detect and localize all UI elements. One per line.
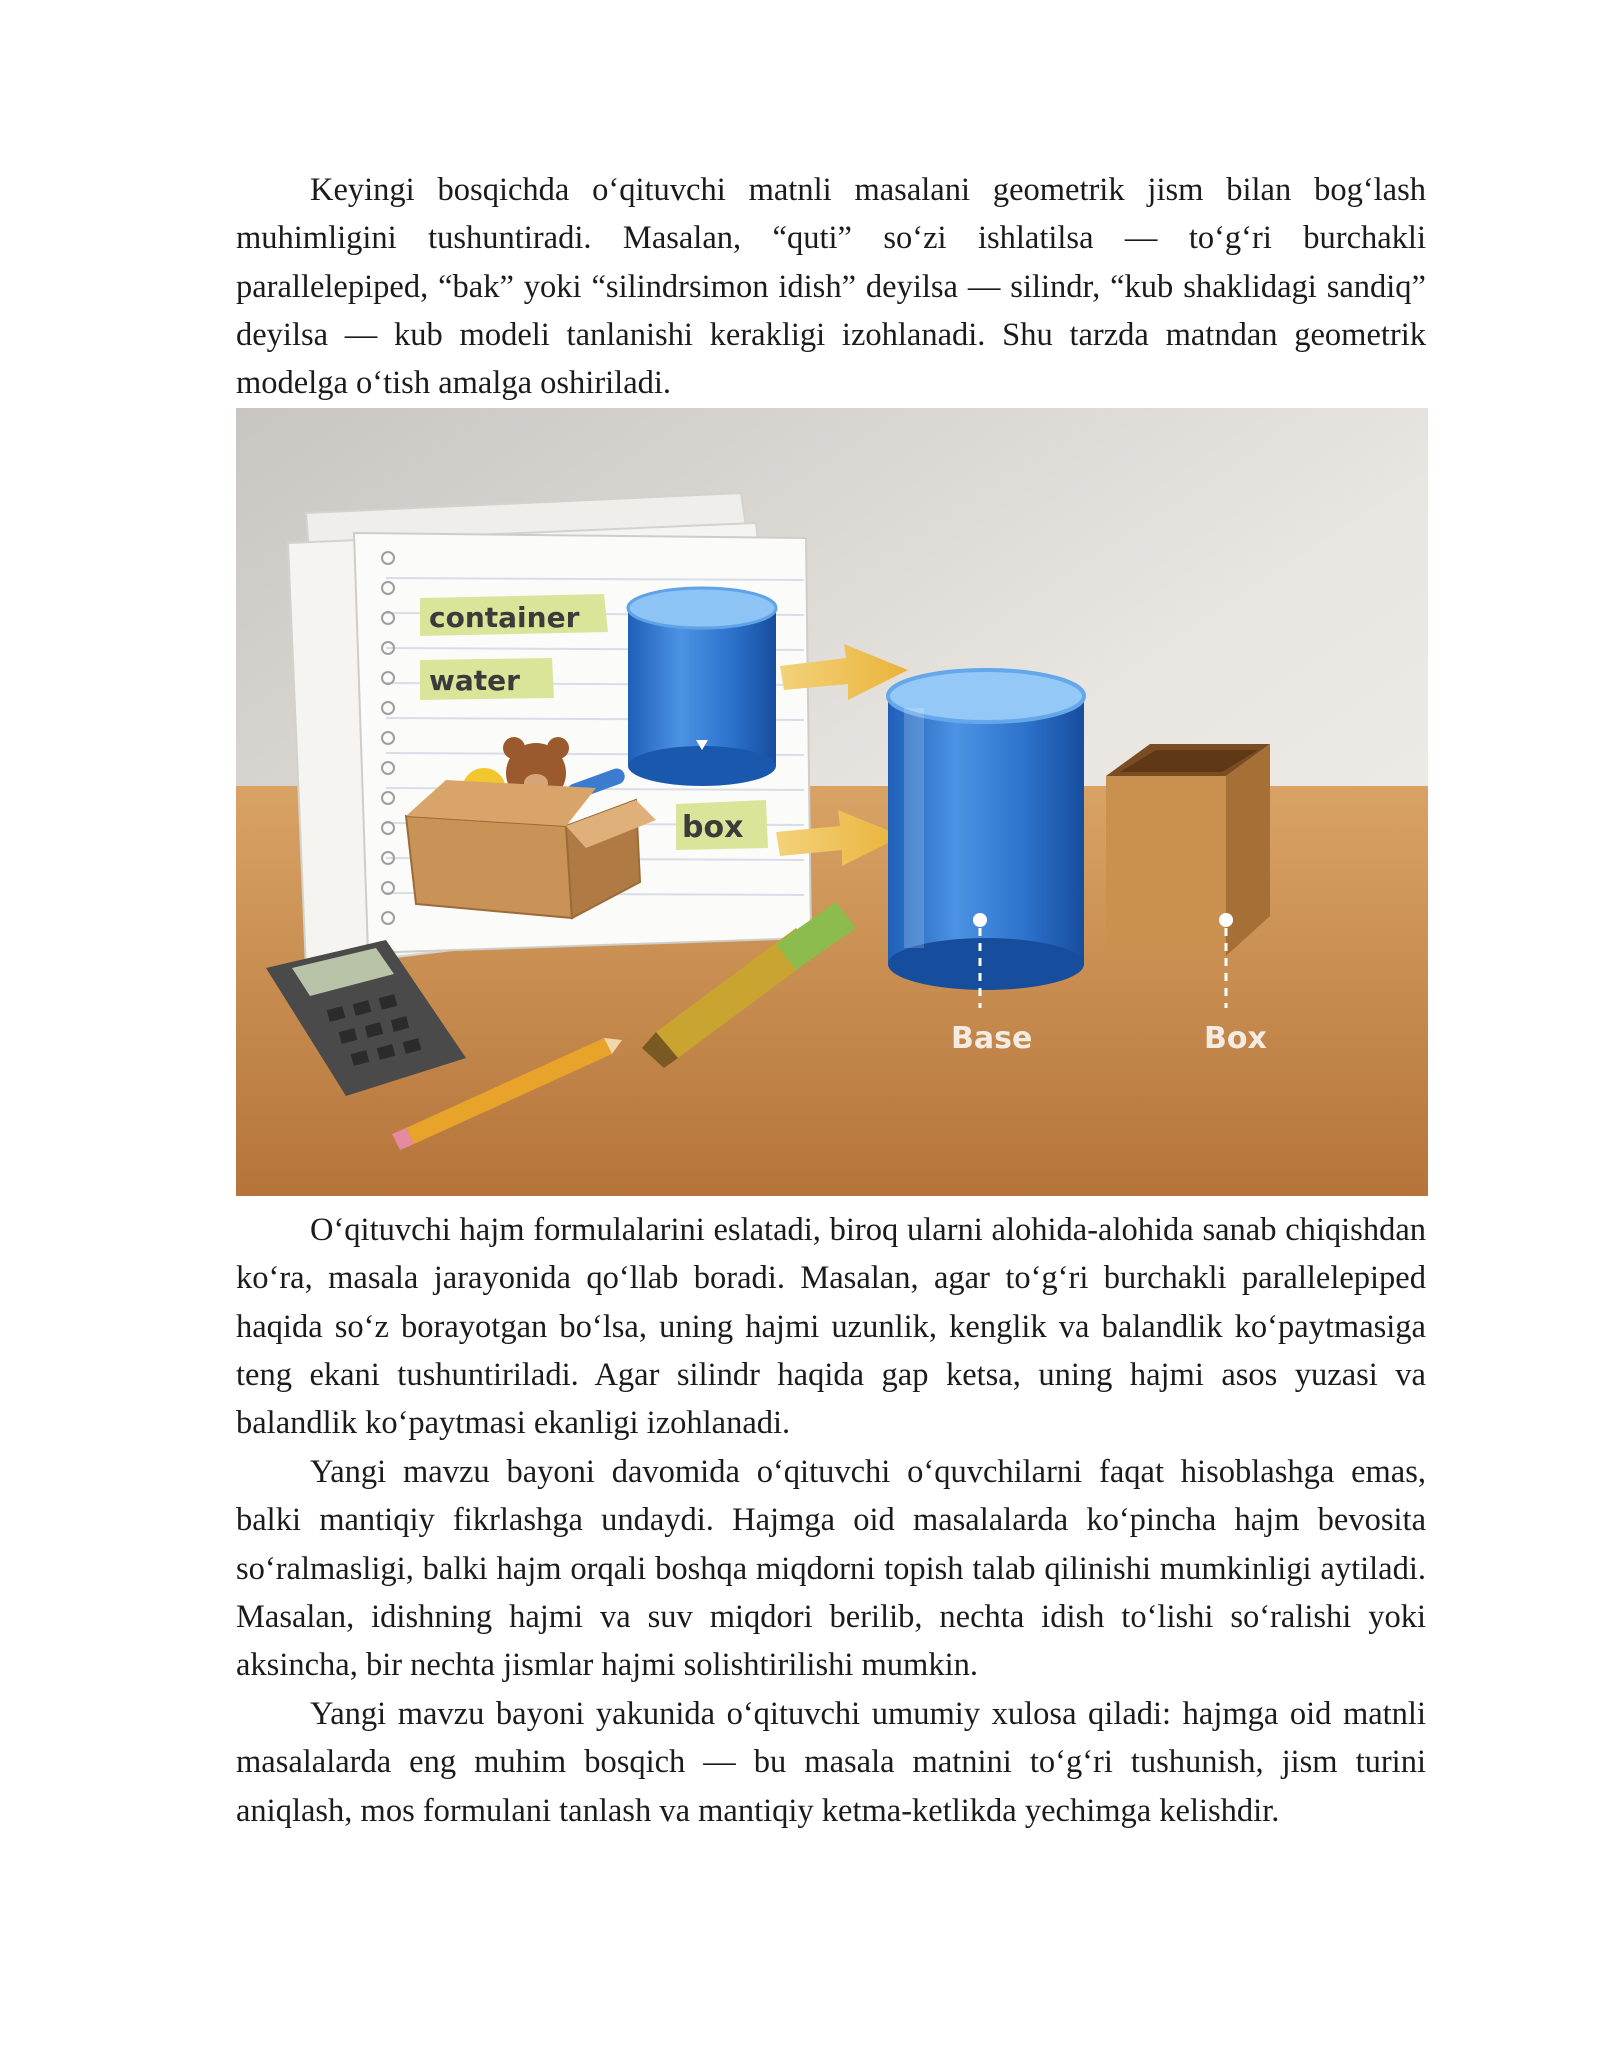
caption-box: Box <box>1204 1021 1267 1056</box>
illustration-figure <box>236 408 1428 1196</box>
svg-text:container: container <box>429 601 580 634</box>
label-box <box>676 800 768 850</box>
paragraph-1: Keyingi bosqichda o‘qituvchi matnli masalani geometrik jism bilan bog‘lash muhimligini tushuntiradi. Masalan, “quti” so‘zi ishlatilsa — to‘g‘ri burchakli parallelepiped, “bak” yoki “silindrsimon idish” deyilsa — silindr, “kub shaklidagi sandiq” deyilsa — kub modeli tanlanishi kerakligi izohlanadi. Shu tarzda matndan geometrik modelga o‘tish amalga oshiriladi. <box>236 172 1426 402</box>
paragraph-2: O‘qituvchi hajm formulalarini eslatadi, biroq ularni alohida-alohida sanab chiqishdan ko‘ra, masala jarayonida qo‘llab boradi. Masalan, agar to‘g‘ri burchakli parallelepiped haqida so‘z borayotgan bo‘lsa, uning hajmi uzunlik, kenglik va balandlik ko‘paytmasiga teng ekani tushuntiriladi. Agar silindr haqida gap ketsa, uning hajmi asos yuzasi va balandlik ko‘paytmasi ekanligi izohlanadi. <box>236 1212 1426 1442</box>
label-container <box>420 594 608 636</box>
large-water-cylinder <box>888 670 1084 1008</box>
small-water-cylinder <box>628 588 776 786</box>
svg-text:box: box <box>682 810 744 845</box>
paragraph-3: Yangi mavzu bayoni davomida o‘qituvchi o‘quvchilarni faqat hisoblashga emas, balki mantiqiy fikrlashga undaydi. Hajmga oid masalalarda ko‘pincha hajm bevosita so‘ralmasligi, balki hajm orqali boshqa miqdorni topish talab qilinishi mumkinligi aytiladi. Masalan, idishning hajmi va suv miqdori berilib, nechta idish to‘lishi so‘ralishi yoki aksincha, bir nechta jismlar hajmi solishtirilishi mumkin. <box>236 1454 1426 1684</box>
label-water <box>420 658 554 700</box>
caption-base: Base <box>951 1021 1033 1056</box>
svg-text:water: water <box>429 664 520 697</box>
paragraph-4: Yangi mavzu bayoni yakunida o‘qituvchi umumiy xulosa qiladi: hajmga oid matnli masalalarda eng muhim bosqich — bu masala matnini to‘g‘ri tushunish, jism turini aniqlash, mos formulani tanlash va mantiqiy ketma-ketlikda yechimga kelishdir. <box>236 1696 1426 1829</box>
